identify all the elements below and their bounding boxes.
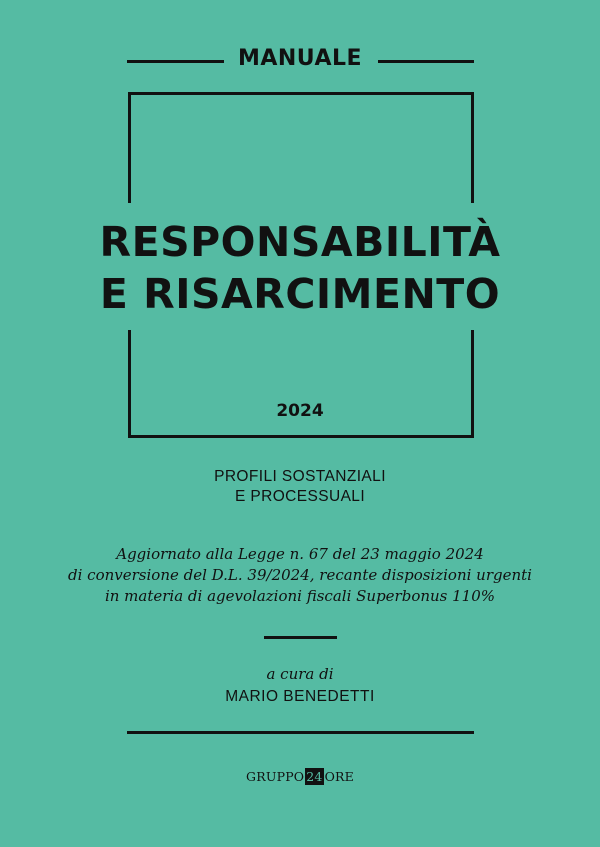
publisher-name-part-1: GRUPPO (246, 769, 305, 784)
frame-right-upper (471, 92, 474, 203)
edition-year: 2024 (276, 401, 324, 421)
bottom-rule (127, 731, 474, 734)
title-line-1: RESPONSABILITÀ (99, 218, 501, 266)
short-divider (264, 636, 337, 639)
publisher-name-part-2: 24 (306, 769, 323, 784)
update-note-line-2: di conversione del D.L. 39/2024, recante disposizioni urgenti (68, 566, 532, 584)
publisher-logo (0, 768, 600, 785)
author-name: MARIO BENEDETTI (225, 688, 375, 705)
update-note-line-3: in materia di agevolazioni fiscali Superbonus 110% (104, 587, 496, 605)
frame-left-lower (128, 330, 131, 438)
publisher-name-part-3: ORE (324, 769, 354, 784)
frame-right-lower (471, 330, 474, 438)
top-rule-right (378, 60, 474, 63)
curated-by-label: a cura di (266, 665, 334, 683)
subtitle-line-2: E PROCESSUALI (234, 488, 366, 505)
title-line-2: E RISARCIMENTO (99, 270, 501, 318)
frame-bottom (128, 435, 474, 438)
frame-top (128, 92, 474, 95)
frame-left-upper (128, 92, 131, 203)
series-label: MANUALE (237, 46, 363, 71)
update-note-line-1: Aggiornato alla Legge n. 67 del 23 maggio 2024 (116, 545, 484, 563)
subtitle-line-1: PROFILI SOSTANZIALI (214, 468, 386, 485)
